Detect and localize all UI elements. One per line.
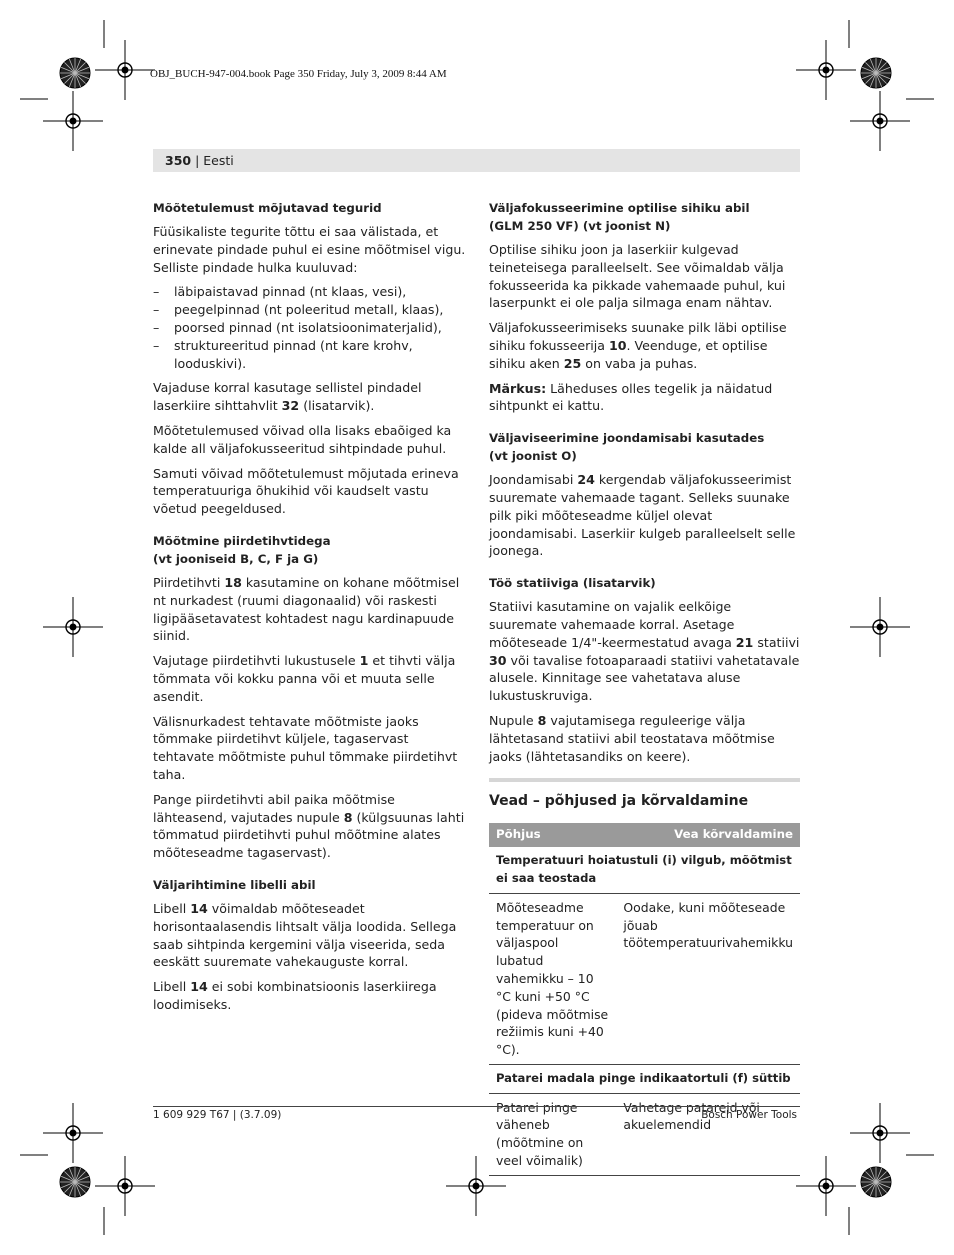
paragraph: Pange piirdetihvti abil paika mõõtmise lähteasend, vajutades nupule 8 (külgsuunas lahti tõmmatud piirdetihvti puhul mõõtmine alates mõõteseadme tagaservast).: [153, 791, 465, 861]
page-header: [165, 153, 234, 168]
paragraph: Samuti võivad mõõtetulemust mõjutada erineva temperatuuriga õhukihid või kaudselt vastu võetud peegeldused.: [153, 465, 459, 517]
paragraph: Märkus: Läheduses olles tegelik ja näidatud sihtpunkt ei kattu.: [489, 380, 773, 414]
remedy-cell: Oodake, kuni mõõteseade jõuab töötemperatuurivahemikku: [616, 893, 800, 1064]
page-header-bar: [153, 149, 800, 172]
paragraph: Optilise sihiku joon ja laserkiir kulgevad teineteisega paralleelselt. See võimaldab välja fokusseerida ka pikkade vahemaade puhul, kui laserpunkt ei ole palja silmaga enam nähtav.: [489, 242, 786, 311]
table-condition-row: [489, 1064, 800, 1093]
table-condition-row: [489, 847, 800, 893]
footer-brand: Bosch Power Tools: [701, 1109, 797, 1121]
column-header-remedy: Vea kõrvaldamine: [616, 823, 800, 847]
condition-battery: Patarei madala pinge indikaatortuli (f) süttib: [489, 1064, 800, 1093]
header-separator: |: [191, 153, 204, 168]
footer-doc-number: 1 609 929 T67 | (3.7.09): [153, 1109, 282, 1121]
paragraph: Vajutage piirdetihvti lukustusele 1 et tihvti välja tõmmata või kokku panna või et muuta selle asendit.: [153, 653, 456, 704]
heading-measurement-factors: Mõõtetulemust mõjutavad tegurid: [153, 201, 382, 215]
remedy-cell: Vahetage patareid või akuelemendid: [616, 1093, 800, 1175]
troubleshooting-table: [489, 823, 800, 1176]
page-number: 350: [165, 153, 192, 168]
list-item: – läbipaistavad pinnad (nt klaas, vesi),: [153, 284, 407, 300]
section-title-troubleshooting: Vead – põhjused ja kõrvaldamine: [489, 793, 749, 810]
list-item: – peegelpinnad (nt poleeritud metall, klaas),: [153, 302, 444, 318]
heading-optical-sight: Väljafokusseerimine optilise sihiku abil (GLM 250 VF) (vt joonist N): [489, 201, 750, 233]
cause-cell: Mõõteseadme temperatuur on väljaspool lubatud vahemikku – 10 °C kuni +50 °C (pideva mõõtmise režiimis kuni +40 °C).: [489, 893, 616, 1064]
condition-temperature: Temperatuuri hoiatustuli (i) vilgub, mõõtmist ei saa teostada: [489, 847, 800, 893]
heading-alignment-aid: Väljaviseerimine joondamisabi kasutades (vt joonist O): [489, 431, 765, 464]
paragraph: Piirdetihvti 18 kasutamine on kohane mõõtmisel nt nurkadest (ruumi diagonaalid) või raskesti ligipääsetavatest kohtadest nagu kardinapuude siinid.: [153, 574, 460, 644]
cause-cell: Patarei pinge väheneb (mõõtmine on veel võimalik): [489, 1093, 616, 1175]
heading-spirit-level: Väljarihtimine libelli abil: [153, 877, 316, 892]
footer-rule: [153, 1106, 800, 1107]
surface-list: [153, 283, 469, 372]
paragraph: Statiivi kasutamine on vajalik eelkõige suuremate vahemaade korral. Asetage mõõteseade 1/4"-keermestatud avaga 21 statiivi 30 või tavalise fotoaparaadi statiivi vahetatavale alusele. Kinnitage see vahetatava aluse lukustuskruviga.: [489, 599, 800, 704]
paragraph: Vajaduse korral kasutage sellistel pindadel laserkiire sihttahvlit 32 (lisatarvik).: [153, 380, 422, 414]
list-item: – poorsed pinnad (nt isolatsioonimaterjalid),: [153, 319, 442, 335]
paragraph: Välisnurkadest tehtavate mõõtmiste jaoks tõmmake piirdetihvt küljele, tagaservast tehtavate mõõtmiste puhul tõmmake piirdetihvt taha.: [153, 713, 458, 782]
page-language: Eesti: [203, 153, 234, 168]
paragraph: Nupule 8 vajutamisega reguleerige välja lähtetasand statiivi abil teostatava mõõtmise jaoks (lähtetasandiks on keere).: [489, 712, 775, 764]
paragraph: Füüsikaliste tegurite tõttu ei saa välistada, et erinevate pindade puhul ei esine mõõtmisel vigu. Selliste pindade hulka kuuluvad:: [153, 224, 466, 275]
paragraph: Joondamisabi 24 kergendab väljafokusseerimist suuremate vahemaade tagant. Selleks suunake pilk piki mõõteseadme küljel olevat joondamisabi. Laserkiir kulgeb paralleelselt selle joonega.: [489, 472, 796, 559]
paragraph: Väljafokusseerimiseks suunake pilk läbi optilise sihiku fokusseerija 10. Veenduge, et optilise sihiku aken 25 on vaba ja puhas.: [489, 320, 787, 371]
table-row: [489, 893, 800, 1064]
paragraph: Mõõtetulemused võivad olla lisaks ebaõiged ka kalde all väljafokusseeritud sihtpindade puhul.: [153, 422, 452, 456]
paragraph: Libell 14 võimaldab mõõteseadet horisontaalasendis lihtsalt välja loodida. Sellega saab sihtpinda kergemini välja viseerida, seda eeskätt suuremate vahekauguste korral.: [153, 900, 457, 970]
section-divider: [489, 778, 800, 782]
heading-stop-pin: Mõõtmine piirdetihvtidega (vt jooniseid B, C, F ja G): [153, 533, 331, 566]
paragraph: Libell 14 ei sobi kombinatsioonis laserkiirega loodimiseks.: [153, 979, 437, 1012]
file-header: OBJ_BUCH-947-004.book Page 350 Friday, July 3, 2009 8:44 AM: [150, 68, 447, 80]
list-item: – struktureeritud pinnad (nt kare krohv, looduskivi).: [153, 337, 413, 371]
table-header-row: [489, 823, 800, 847]
column-header-cause: Põhjus: [489, 823, 616, 847]
left-column: [153, 199, 469, 1021]
right-column: [489, 199, 800, 1176]
heading-tripod: Töö statiiviga (lisatarvik): [489, 576, 656, 591]
